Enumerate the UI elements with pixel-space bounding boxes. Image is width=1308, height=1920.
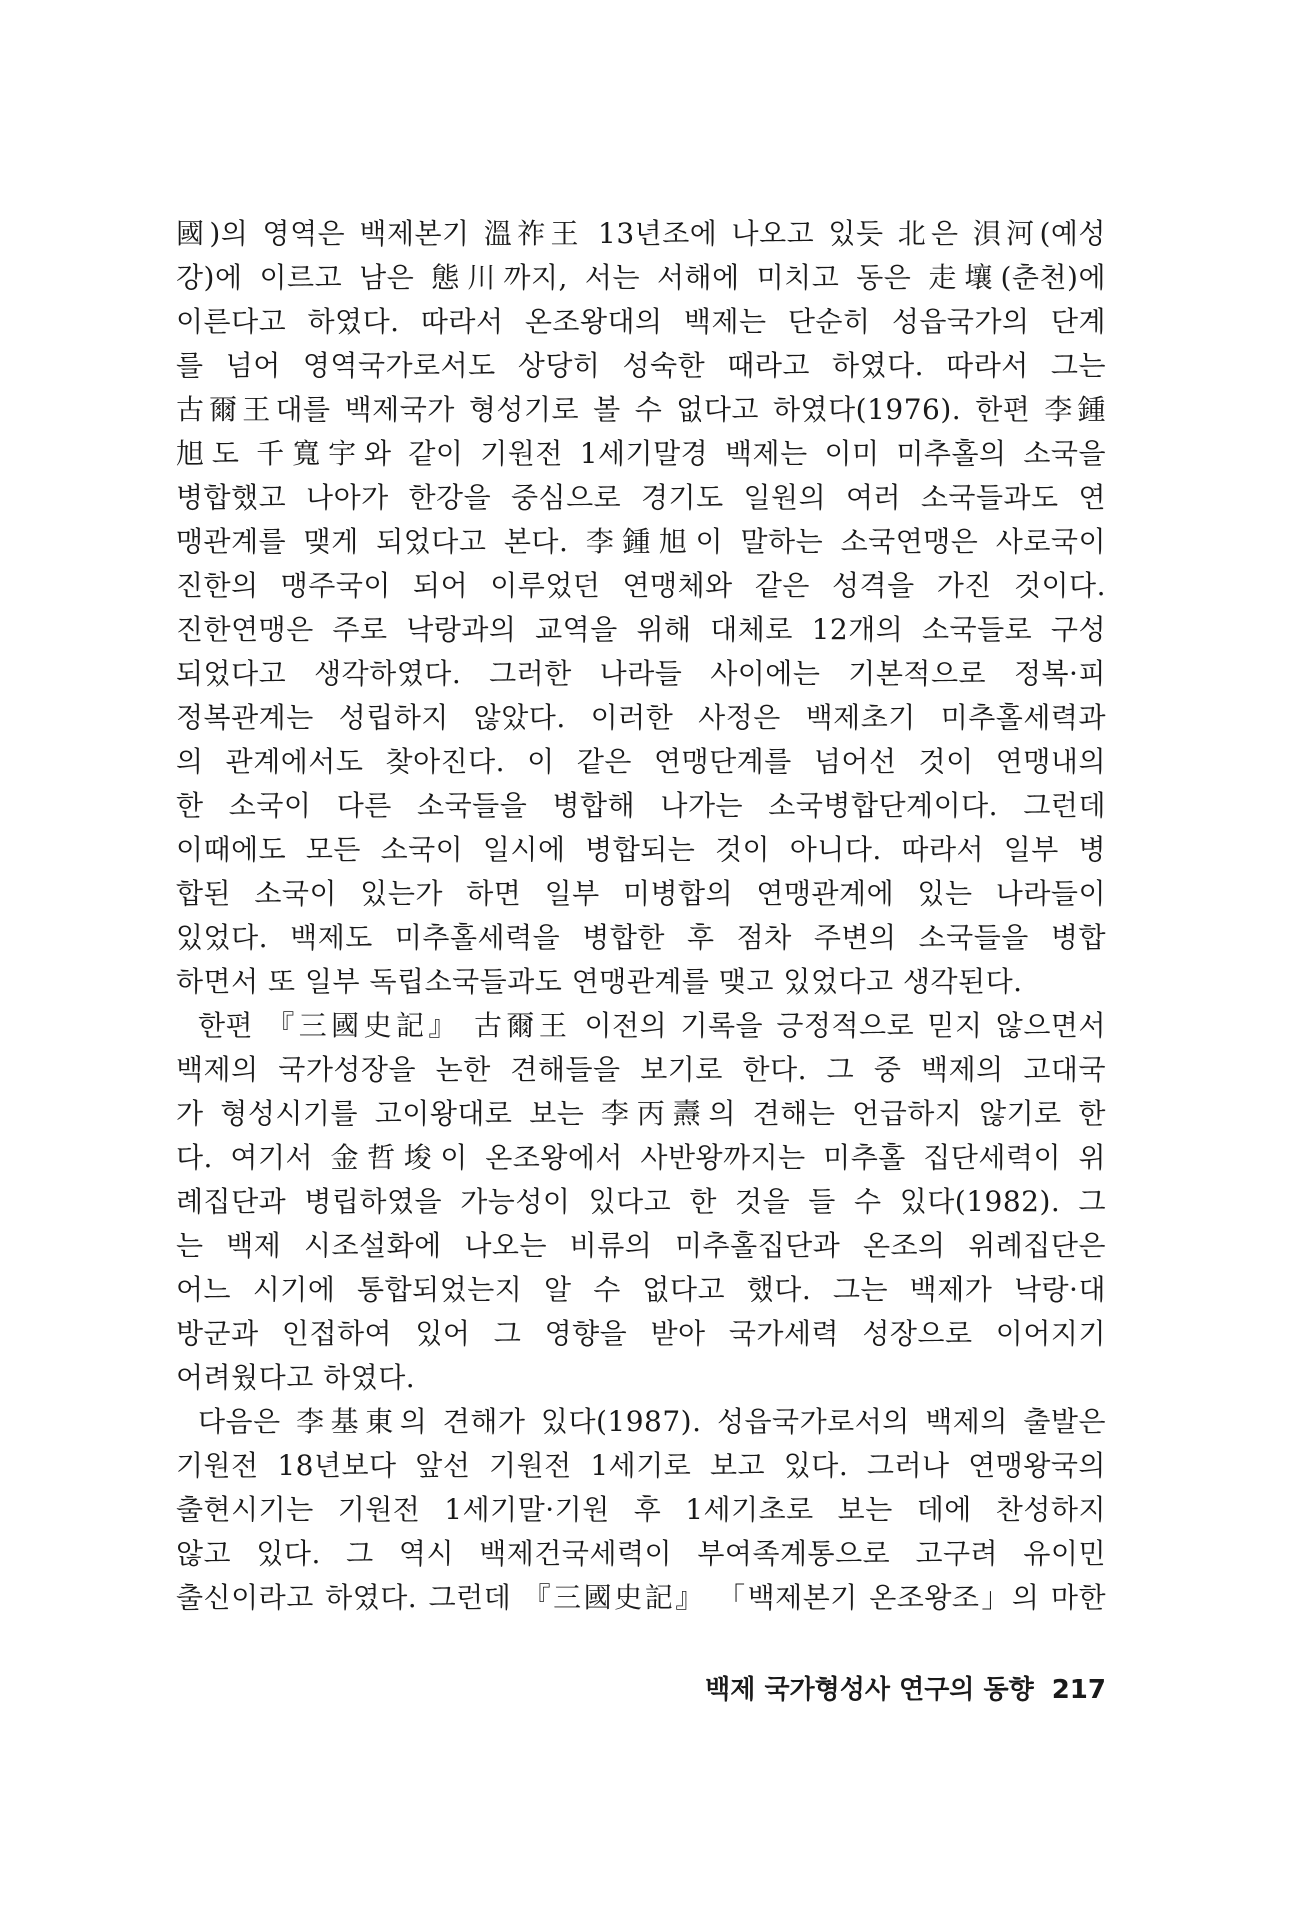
body-text <box>176 212 1106 1620</box>
text-line: 맹관계를 맺게 되었다고 본다. 李鍾旭이 말하는 소국연맹은 사로국이 <box>176 525 1106 558</box>
paragraph-start-line: 한편 『三國史記』 古爾王 이전의 기록을 긍정적으로 믿지 않으면서 <box>198 1009 1106 1042</box>
text-line: 있었다. 백제도 미추홀세력을 병합한 후 점차 주변의 소국들을 병합 <box>176 921 1106 954</box>
text-line: 않고 있다. 그 역시 백제건국세력이 부여족계통으로 고구려 유이민 <box>176 1537 1106 1570</box>
text-line: 는 백제 시조설화에 나오는 비류의 미추홀집단과 온조의 위례집단은 <box>176 1229 1106 1262</box>
text-line: 되었다고 생각하였다. 그러한 나라들 사이에는 기본적으로 정복·피 <box>176 657 1106 690</box>
text-line: 례집단과 병립하였을 가능성이 있다고 한 것을 들 수 있다(1982). 그 <box>176 1185 1106 1218</box>
text-line: 기원전 18년보다 앞선 기원전 1세기로 보고 있다. 그러나 연맹왕국의 <box>176 1449 1106 1482</box>
text-line: 를 넘어 영역국가로서도 상당히 성숙한 때라고 하였다. 따라서 그는 <box>176 349 1106 382</box>
text-line: 이때에도 모든 소국이 일시에 병합되는 것이 아니다. 따라서 일부 병 <box>176 833 1106 866</box>
text-line: 이른다고 하였다. 따라서 온조왕대의 백제는 단순히 성읍국가의 단계 <box>176 305 1106 338</box>
page-footer <box>680 1668 1106 1712</box>
text-line: 병합했고 나아가 한강을 중심으로 경기도 일원의 여러 소국들과도 연 <box>176 481 1106 514</box>
text-line: 방군과 인접하여 있어 그 영향을 받아 국가세력 성장으로 이어지기 <box>176 1317 1106 1350</box>
text-line: 진한연맹은 주로 낙랑과의 교역을 위해 대체로 12개의 소국들로 구성 <box>176 613 1106 646</box>
text-line: 한 소국이 다른 소국들을 병합해 나가는 소국병합단계이다. 그런데 <box>176 789 1106 822</box>
text-line: 출신이라고 하였다. 그런데 『三國史記』 「백제본기 온조왕조」의 마한 <box>176 1581 1106 1614</box>
text-line: 진한의 맹주국이 되어 이루었던 연맹체와 같은 성격을 가진 것이다. <box>176 569 1106 602</box>
text-line: 어느 시기에 통합되었는지 알 수 없다고 했다. 그는 백제가 낙랑·대 <box>176 1273 1106 1306</box>
paragraph-start-line: 다음은 李基東의 견해가 있다(1987). 성읍국가로서의 백제의 출발은 <box>198 1405 1106 1438</box>
text-line: 정복관계는 성립하지 않았다. 이러한 사정은 백제초기 미추홀세력과 <box>176 701 1106 734</box>
page-number: 217 <box>1051 1675 1106 1705</box>
running-title: 백제 국가형성사 연구의 동향 <box>705 1675 1034 1705</box>
text-line: 합된 소국이 있는가 하면 일부 미병합의 연맹관계에 있는 나라들이 <box>176 877 1106 910</box>
text-line: 의 관계에서도 찾아진다. 이 같은 연맹단계를 넘어선 것이 연맹내의 <box>176 745 1106 778</box>
text-line: 백제의 국가성장을 논한 견해들을 보기로 한다. 그 중 백제의 고대국 <box>176 1053 1106 1086</box>
text-line: 古爾王대를 백제국가 형성기로 볼 수 없다고 하였다(1976). 한편 李鍾 <box>176 393 1106 426</box>
text-line: 강)에 이르고 남은 態川까지, 서는 서해에 미치고 동은 走壤(춘천)에 <box>176 261 1106 294</box>
text-line: 다. 여기서 金哲埈이 온조왕에서 사반왕까지는 미추홀 집단세력이 위 <box>176 1141 1107 1174</box>
text-line: 출현시기는 기원전 1세기말·기원 후 1세기초로 보는 데에 찬성하지 <box>176 1493 1106 1526</box>
text-line: 하면서 또 일부 독립소국들과도 연맹관계를 맺고 있었다고 생각된다. <box>176 965 1023 998</box>
text-line: 國)의 영역은 백제본기 溫祚王 13년조에 나오고 있듯 北은 浿河(예성 <box>176 217 1106 250</box>
text-line: 어려웠다고 하였다. <box>176 1361 416 1394</box>
text-line: 가 형성시기를 고이왕대로 보는 李丙燾의 견해는 언급하지 않기로 한 <box>176 1097 1106 1130</box>
text-line: 旭도 千寬宇와 같이 기원전 1세기말경 백제는 이미 미추홀의 소국을 <box>176 437 1106 470</box>
